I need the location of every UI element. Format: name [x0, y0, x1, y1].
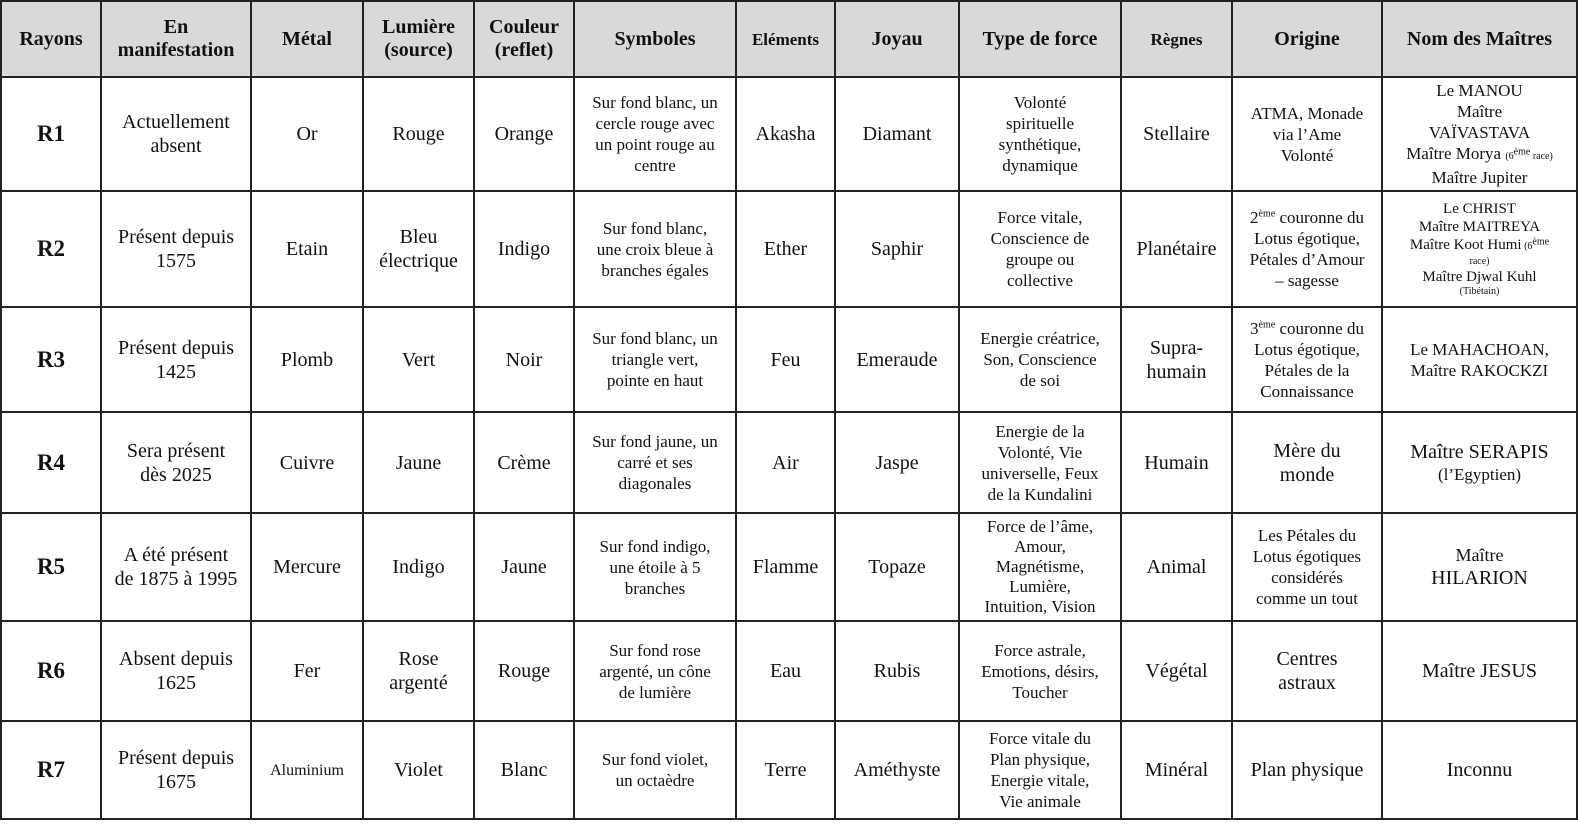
cell-symboles: Sur fond blanc, un cercle rouge avec un point rouge au centre — [574, 77, 736, 191]
cell-element: Feu — [736, 307, 835, 412]
cell-type-force: Force de l’âme, Amour, Magnétisme, Lumière, Intuition, Vision — [959, 513, 1121, 621]
cell-manifestation: Présent depuis 1575 — [101, 191, 251, 307]
cell-joyau: Diamant — [835, 77, 959, 191]
cell-element: Terre — [736, 721, 835, 819]
cell-manifestation: Sera présent dès 2025 — [101, 412, 251, 513]
header-lumiere: Lumière (source) — [363, 1, 474, 77]
header-symboles: Symboles — [574, 1, 736, 77]
cell-metal: Cuivre — [251, 412, 363, 513]
cell-metal: Etain — [251, 191, 363, 307]
cell-type-force: Volonté spirituelle synthétique, dynamique — [959, 77, 1121, 191]
header-metal: Métal — [251, 1, 363, 77]
header-couleur: Couleur (reflet) — [474, 1, 574, 77]
cell-origine: 3ème couronne du Lotus égotique, Pétales de la Connaissance — [1232, 307, 1382, 412]
table-row — [1, 513, 1577, 621]
cell-rayon: R1 — [1, 77, 101, 191]
table-row — [1, 307, 1577, 412]
cell-couleur: Crème — [474, 412, 574, 513]
cell-element: Flamme — [736, 513, 835, 621]
table-row — [1, 721, 1577, 819]
cell-rayon: R6 — [1, 621, 101, 721]
cell-symboles: Sur fond blanc, une croix bleue à branches égales — [574, 191, 736, 307]
header-type-force: Type de force — [959, 1, 1121, 77]
cell-maitres: Maître JESUS — [1382, 621, 1577, 721]
cell-origine: 2ème couronne du Lotus égotique, Pétales d’Amour – sagesse — [1232, 191, 1382, 307]
cell-rayon: R3 — [1, 307, 101, 412]
cell-maitres: Inconnu — [1382, 721, 1577, 819]
cell-rayon: R4 — [1, 412, 101, 513]
cell-type-force: Force vitale, Conscience de groupe ou collective — [959, 191, 1121, 307]
cell-maitres: Le MANOU Maître VAÏVASTAVA Maître Morya (6ème race) Maître Jupiter — [1382, 77, 1577, 191]
cell-regne: Stellaire — [1121, 77, 1232, 191]
cell-origine: Centres astraux — [1232, 621, 1382, 721]
cell-type-force: Energie de la Volonté, Vie universelle, Feux de la Kundalini — [959, 412, 1121, 513]
cell-rayon: R2 — [1, 191, 101, 307]
cell-element: Ether — [736, 191, 835, 307]
cell-manifestation: Absent depuis 1625 — [101, 621, 251, 721]
cell-maitres: Maître SERAPIS (l’Egyptien) — [1382, 412, 1577, 513]
cell-metal: Mercure — [251, 513, 363, 621]
header-maitres: Nom des Maîtres — [1382, 1, 1577, 77]
cell-metal: Or — [251, 77, 363, 191]
cell-lumiere: Rouge — [363, 77, 474, 191]
cell-origine: Mère du monde — [1232, 412, 1382, 513]
header-joyau: Joyau — [835, 1, 959, 77]
cell-lumiere: Rose argenté — [363, 621, 474, 721]
header-rayons: Rayons — [1, 1, 101, 77]
cell-symboles: Sur fond violet, un octaèdre — [574, 721, 736, 819]
cell-manifestation: Actuellement absent — [101, 77, 251, 191]
cell-joyau: Jaspe — [835, 412, 959, 513]
table-row — [1, 191, 1577, 307]
cell-joyau: Saphir — [835, 191, 959, 307]
cell-manifestation: Présent depuis 1675 — [101, 721, 251, 819]
cell-lumiere: Bleu électrique — [363, 191, 474, 307]
cell-element: Akasha — [736, 77, 835, 191]
cell-symboles: Sur fond rose argenté, un cône de lumière — [574, 621, 736, 721]
cell-origine: Plan physique — [1232, 721, 1382, 819]
cell-metal: Plomb — [251, 307, 363, 412]
cell-joyau: Rubis — [835, 621, 959, 721]
cell-manifestation: Présent depuis 1425 — [101, 307, 251, 412]
cell-origine: Les Pétales du Lotus égotiques considérés comme un tout — [1232, 513, 1382, 621]
cell-manifestation: A été présent de 1875 à 1995 — [101, 513, 251, 621]
table-row — [1, 621, 1577, 721]
cell-regne: Végétal — [1121, 621, 1232, 721]
cell-joyau: Emeraude — [835, 307, 959, 412]
cell-symboles: Sur fond blanc, un triangle vert, pointe en haut — [574, 307, 736, 412]
cell-rayon: R7 — [1, 721, 101, 819]
cell-type-force: Energie créatrice, Son, Conscience de soi — [959, 307, 1121, 412]
header-regnes: Règnes — [1121, 1, 1232, 77]
cell-joyau: Améthyste — [835, 721, 959, 819]
cell-joyau: Topaze — [835, 513, 959, 621]
cell-rayon: R5 — [1, 513, 101, 621]
cell-metal: Fer — [251, 621, 363, 721]
cell-lumiere: Jaune — [363, 412, 474, 513]
cell-regne: Humain — [1121, 412, 1232, 513]
cell-lumiere: Indigo — [363, 513, 474, 621]
cell-lumiere: Violet — [363, 721, 474, 819]
cell-maitres: Le MAHACHOAN, Maître RAKOCKZI — [1382, 307, 1577, 412]
cell-type-force: Force astrale, Emotions, désirs, Toucher — [959, 621, 1121, 721]
header-elements: Eléments — [736, 1, 835, 77]
table-row — [1, 77, 1577, 191]
table-row — [1, 412, 1577, 513]
cell-metal: Aluminium — [251, 721, 363, 819]
cell-couleur: Orange — [474, 77, 574, 191]
cell-couleur: Blanc — [474, 721, 574, 819]
cell-couleur: Rouge — [474, 621, 574, 721]
cell-regne: Supra- humain — [1121, 307, 1232, 412]
cell-symboles: Sur fond indigo, une étoile à 5 branches — [574, 513, 736, 621]
cell-lumiere: Vert — [363, 307, 474, 412]
cell-element: Air — [736, 412, 835, 513]
cell-regne: Animal — [1121, 513, 1232, 621]
cell-couleur: Jaune — [474, 513, 574, 621]
cell-origine: ATMA, Monade via l’Ame Volonté — [1232, 77, 1382, 191]
header-manifestation: En manifestation — [101, 1, 251, 77]
header-row — [1, 1, 1577, 77]
header-origine: Origine — [1232, 1, 1382, 77]
cell-symboles: Sur fond jaune, un carré et ses diagonales — [574, 412, 736, 513]
cell-maitres: Maître HILARION — [1382, 513, 1577, 621]
cell-element: Eau — [736, 621, 835, 721]
cell-maitres: Le CHRIST Maître MAITREYA Maître Koot Humi (6ème race) Maître Djwal Kuhl (Tibétain) — [1382, 191, 1577, 307]
cell-couleur: Noir — [474, 307, 574, 412]
cell-regne: Minéral — [1121, 721, 1232, 819]
cell-regne: Planétaire — [1121, 191, 1232, 307]
cell-type-force: Force vitale du Plan physique, Energie vitale, Vie animale — [959, 721, 1121, 819]
cell-couleur: Indigo — [474, 191, 574, 307]
